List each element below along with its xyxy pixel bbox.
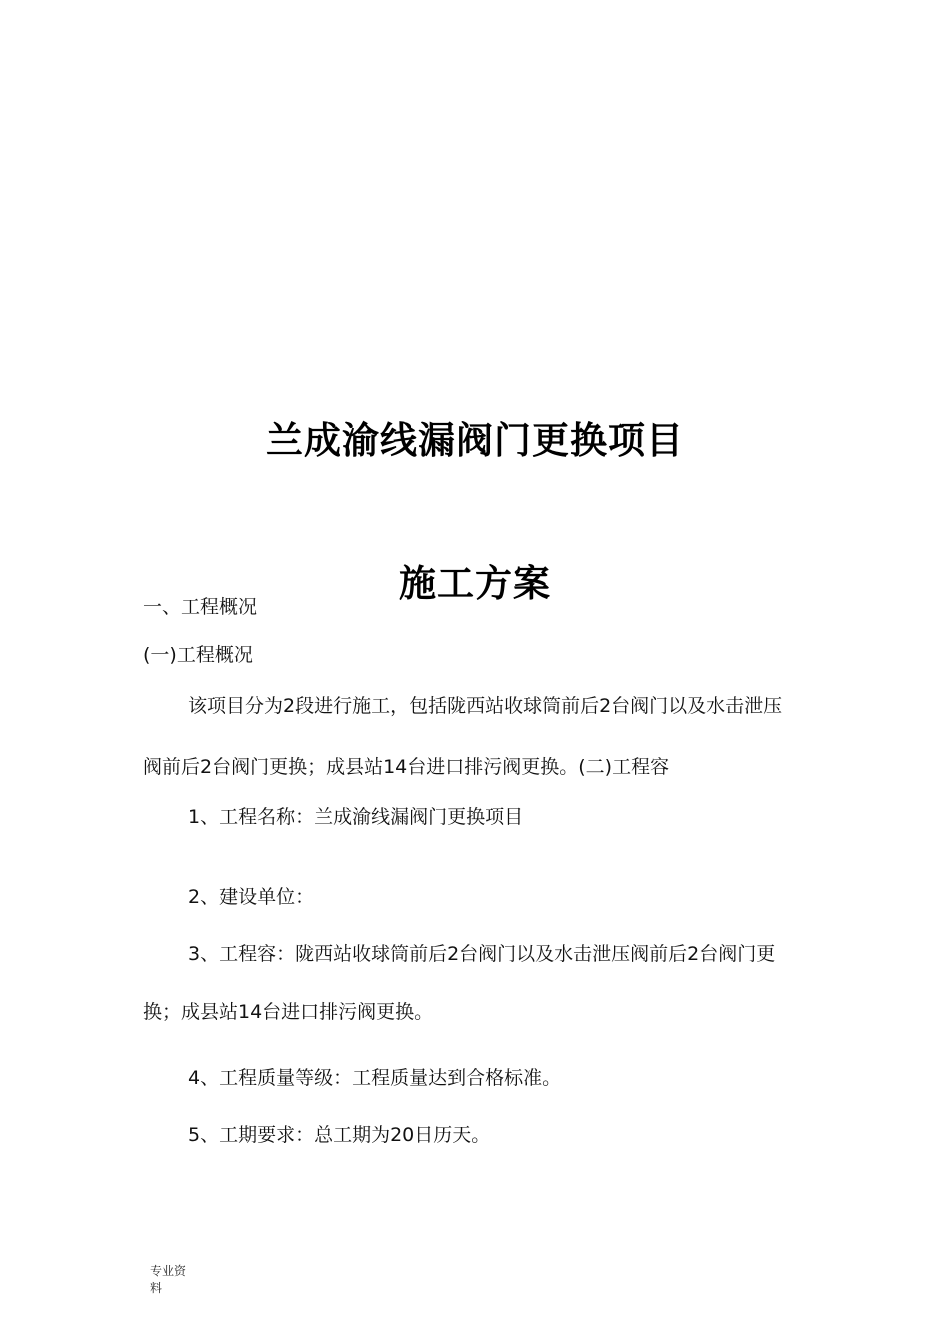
- overview-paragraph-line-2: 阀前后2台阀门更换；成县站14台进口排污阀更换。(二)工程容: [143, 756, 670, 778]
- schedule-item: 5、工期要求：总工期为20日历天。: [188, 1124, 491, 1146]
- quality-grade-item: 4、工程质量等级：工程质量达到合格标准。: [188, 1067, 562, 1089]
- overview-paragraph-line-1: 该项目分为2段进行施工，包括陇西站收球筒前后2台阀门以及水击泄压: [188, 695, 783, 717]
- document-title: 兰成渝线漏阀门更换项目: [266, 419, 684, 462]
- project-name-item: 1、工程名称：兰成渝线漏阀门更换项目: [188, 806, 524, 828]
- construction-unit-item: 2、建设单位：: [188, 886, 315, 908]
- footer-line-1: 专业资: [150, 1264, 187, 1278]
- footer-line-2: 料: [150, 1281, 163, 1295]
- scope-item-line-2: 换；成县站14台进口排污阀更换。: [143, 1001, 434, 1023]
- page-footer: [150, 1263, 210, 1297]
- scope-item-line-1: 3、工程容：陇西站收球筒前后2台阀门以及水击泄压阀前后2台阀门更: [188, 943, 776, 965]
- document-subtitle: 施工方案: [399, 562, 551, 605]
- section-heading: 一、工程概况: [143, 596, 258, 618]
- subsection-heading: (一)工程概况: [143, 644, 253, 666]
